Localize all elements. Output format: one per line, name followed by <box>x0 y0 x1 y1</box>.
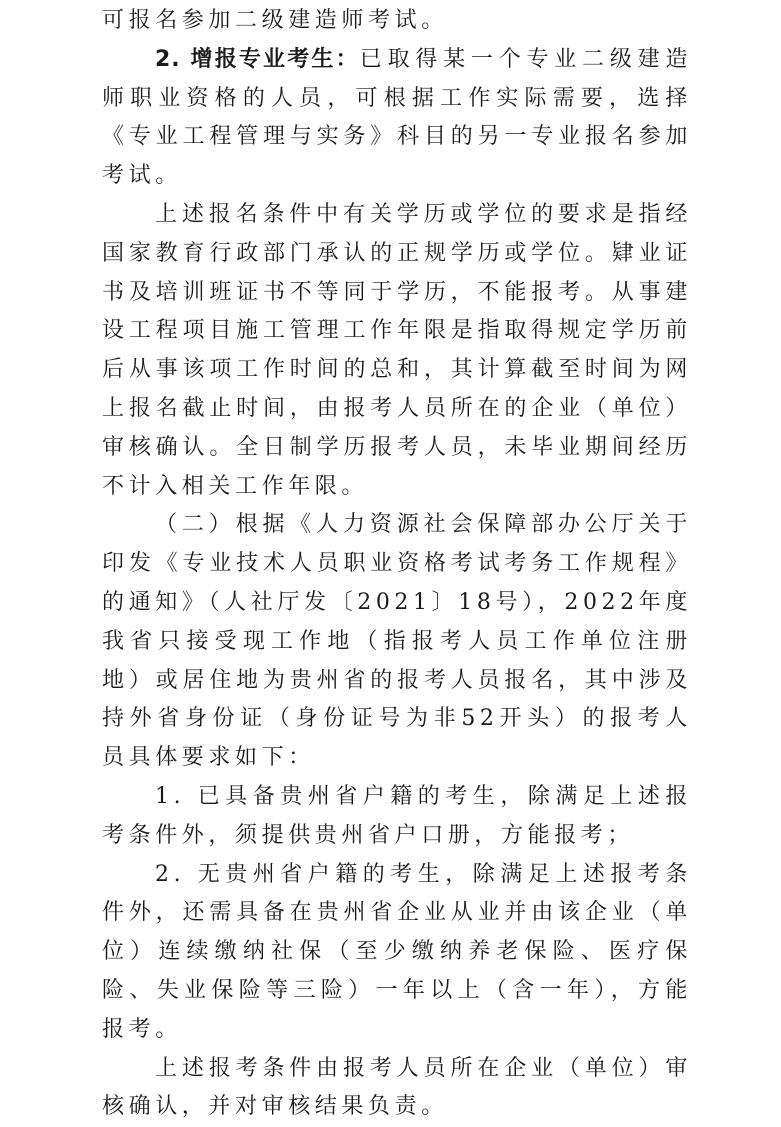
paragraph-verification-note: 上述报考条件由报考人员所在企业（单位）审核确认，并对审核结果负责。 <box>102 1055 692 1120</box>
paragraph-continuation: 可报名参加二级建造师考试。 <box>102 8 448 33</box>
paragraph-item-1-guizhou-hukou: 1. 已具备贵州省户籍的考生，除满足上述报考条件外，须提供贵州省户口册，方能报考； <box>102 783 692 848</box>
paragraph-additional-major-candidates <box>102 41 692 196</box>
paragraph-item-2-no-guizhou-hukou: 2. 无贵州省户籍的考生，除满足上述报考条件外，还需具备在贵州省企业从业并由该企业（单位）连续缴纳社保（至少缴纳养老保险、医疗保险、失业保险等三险）一年以上（含一年），方能报考。 <box>102 861 692 1042</box>
paragraph-section-two: （二）根据《人力资源社会保障部办公厅关于印发《专业技术人员职业资格考试考务工作规程》的通知》（人社厅发〔2021〕18号），2022年度我省只接受现工作地（指报考人员工作单位注册地）或居住地为贵州省的报考人员报名，其中涉及持外省身份证（身份证号为非52开头）的报考人员具体要求如下： <box>102 512 692 771</box>
paragraph-education-requirements: 上述报名条件中有关学历或学位的要求是指经国家教育行政部门承认的正规学历或学位。肄业证书及培训班证书不等同于学历，不能报考。从事建设工程项目施工管理工作年限是指取得规定学历前后从事该项工作时间的总和，其计算截至时间为网上报名截止时间，由报考人员所在的企业（单位）审核确认。全日制学历报考人员，未毕业期间经历不计入相关工作年限。 <box>102 201 692 499</box>
heading-additional-major-candidates: 2. 增报专业考生： <box>155 46 360 72</box>
paragraph-text: 已取得某一个专业二级建造师职业资格的人员，可根据工作实际需要，选择《专业工程管理与实务》科目的另一专业报名参加考试。 <box>102 46 693 189</box>
document-page <box>102 2 692 1127</box>
